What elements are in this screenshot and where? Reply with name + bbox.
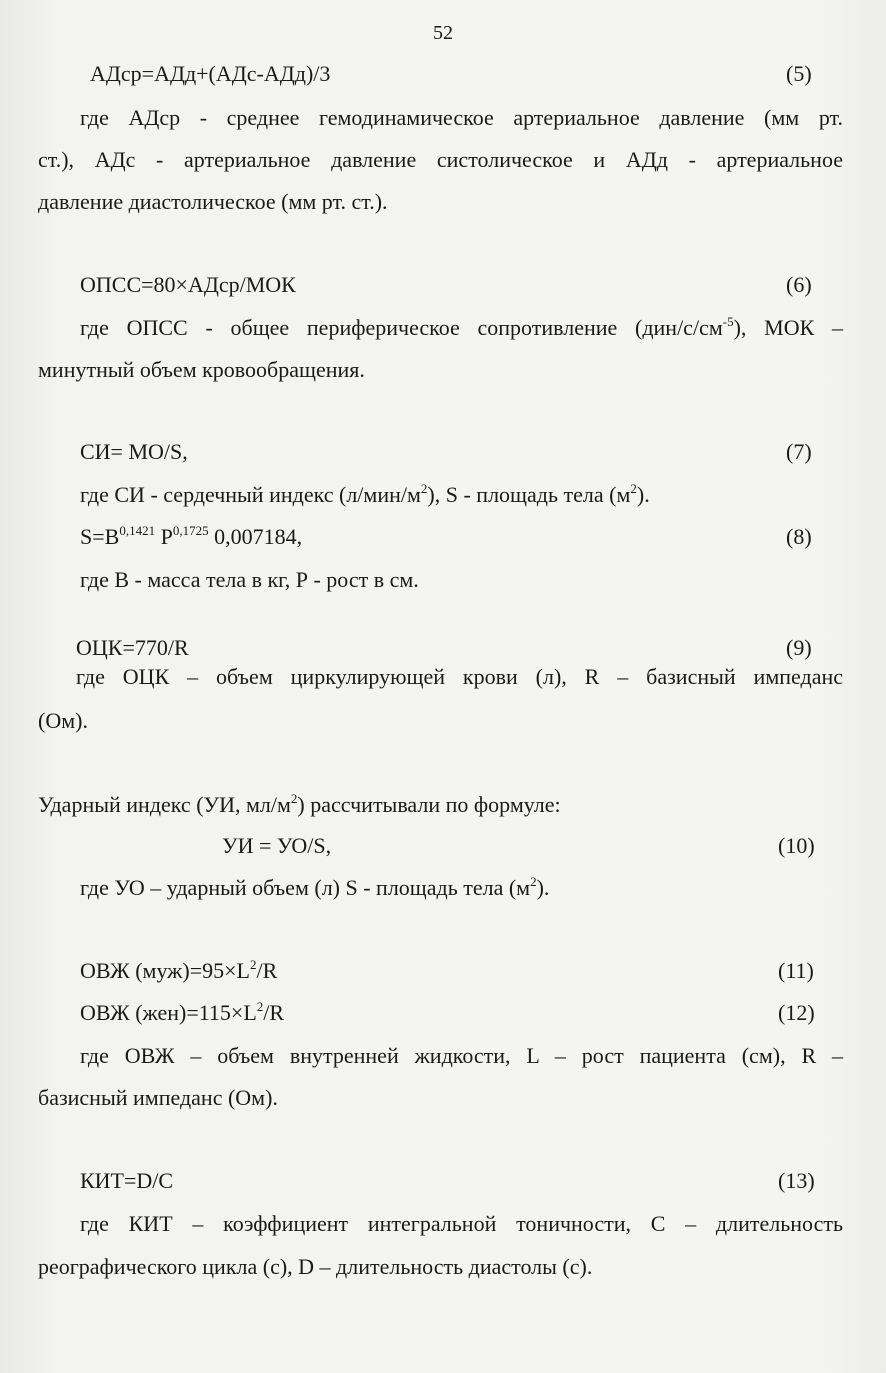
equation-number-9: (9) (786, 635, 812, 660)
description-10-text-b: ). (536, 875, 550, 900)
description-6-line-2: минутный объем кровообращения. (38, 357, 365, 382)
formula-8-text-c: 0,007184, (208, 524, 303, 549)
formula-8-text-b: P (155, 524, 173, 549)
equation-number-12: (12) (778, 1000, 815, 1025)
equation-number-7: (7) (786, 439, 812, 464)
formula-8-text-a: S=B (80, 524, 120, 549)
formula-12-text-b: /R (263, 1000, 285, 1025)
formula-11-text-a: ОВЖ (муж)=95×L (80, 958, 250, 983)
intro-10 (38, 791, 561, 819)
description-8: где В - масса тела в кг, Р - рост в см. (80, 567, 419, 592)
description-9-line-1: где ОЦК – объем циркулирующей крови (л), R – базисный импеданс (76, 664, 843, 689)
superscript: 0,1421 (119, 523, 156, 538)
intro-10-text-b: ) рассчитывали по формуле: (297, 792, 561, 817)
superscript: 0,1725 (172, 523, 209, 538)
description-9-line-2: (Ом). (38, 708, 88, 733)
superscript: 2 (290, 791, 298, 806)
formula-11-text-b: /R (256, 958, 278, 983)
formula-6: ОПСС=80×АДср/МОК (80, 272, 296, 297)
description-7 (80, 481, 650, 509)
description-5-line-3: давление диастолическое (мм рт. ст.). (38, 189, 388, 214)
equation-number-10: (10) (778, 833, 815, 858)
equation-number-8: (8) (786, 524, 812, 549)
intro-10-text-a: Ударный индекс (УИ, мл/м (38, 792, 291, 817)
formula-12-text-a: ОВЖ (жен)=115×L (80, 1000, 257, 1025)
description-5-line-1: где АДср - среднее гемодинамическое артериальное давление (мм рт. (80, 105, 843, 130)
formula-12 (80, 999, 284, 1027)
description-7-text-a: где СИ - сердечный индекс (л/мин/м (80, 482, 421, 507)
superscript: -5 (722, 314, 734, 329)
description-12-line-1: где ОВЖ – объем внутренней жидкости, L – рост пациента (см), R – (80, 1043, 843, 1068)
equation-number-11: (11) (778, 958, 814, 983)
page-number: 52 (433, 22, 453, 44)
superscript: 2 (420, 481, 428, 496)
formula-9: ОЦК=770/R (76, 635, 189, 660)
description-7-text-c: ). (636, 482, 650, 507)
superscript: 2 (249, 957, 257, 972)
formula-7: СИ= МО/S, (80, 439, 188, 464)
formula-8 (80, 523, 302, 551)
formula-5: АДср=АДд+(АДс-АДд)/3 (90, 61, 331, 86)
description-5-line-2: ст.), АДс - артериальное давление систолическое и АДд - артериальное (38, 147, 843, 172)
description-13-line-1: где КИТ – коэффициент интегральной тоничности, С – длительность (80, 1211, 843, 1236)
description-6-text-a: где ОПСС - общее периферическое сопротивление (дин/с/см (80, 315, 723, 340)
superscript: 2 (630, 481, 637, 496)
equation-number-6: (6) (786, 272, 812, 297)
superscript: 2 (530, 874, 537, 889)
description-10 (80, 874, 549, 902)
equation-number-5: (5) (786, 61, 812, 86)
description-6-text-b: ), МОК – (733, 315, 843, 340)
formula-13: КИТ=D/C (80, 1168, 174, 1193)
description-7-text-b: ), S - площадь тела (м (427, 482, 631, 507)
equation-number-13: (13) (778, 1168, 815, 1193)
formula-10: УИ = УО/S, (222, 833, 332, 858)
description-10-text-a: где УО – ударный объем (л) S - площадь тела (м (80, 875, 531, 900)
formula-11 (80, 957, 277, 985)
description-6-line-1 (80, 314, 843, 342)
superscript: 2 (256, 999, 264, 1014)
description-13-line-2: реографического цикла (с), D – длительность диастолы (с). (38, 1254, 593, 1279)
description-12-line-2: базисный импеданс (Ом). (38, 1085, 278, 1110)
